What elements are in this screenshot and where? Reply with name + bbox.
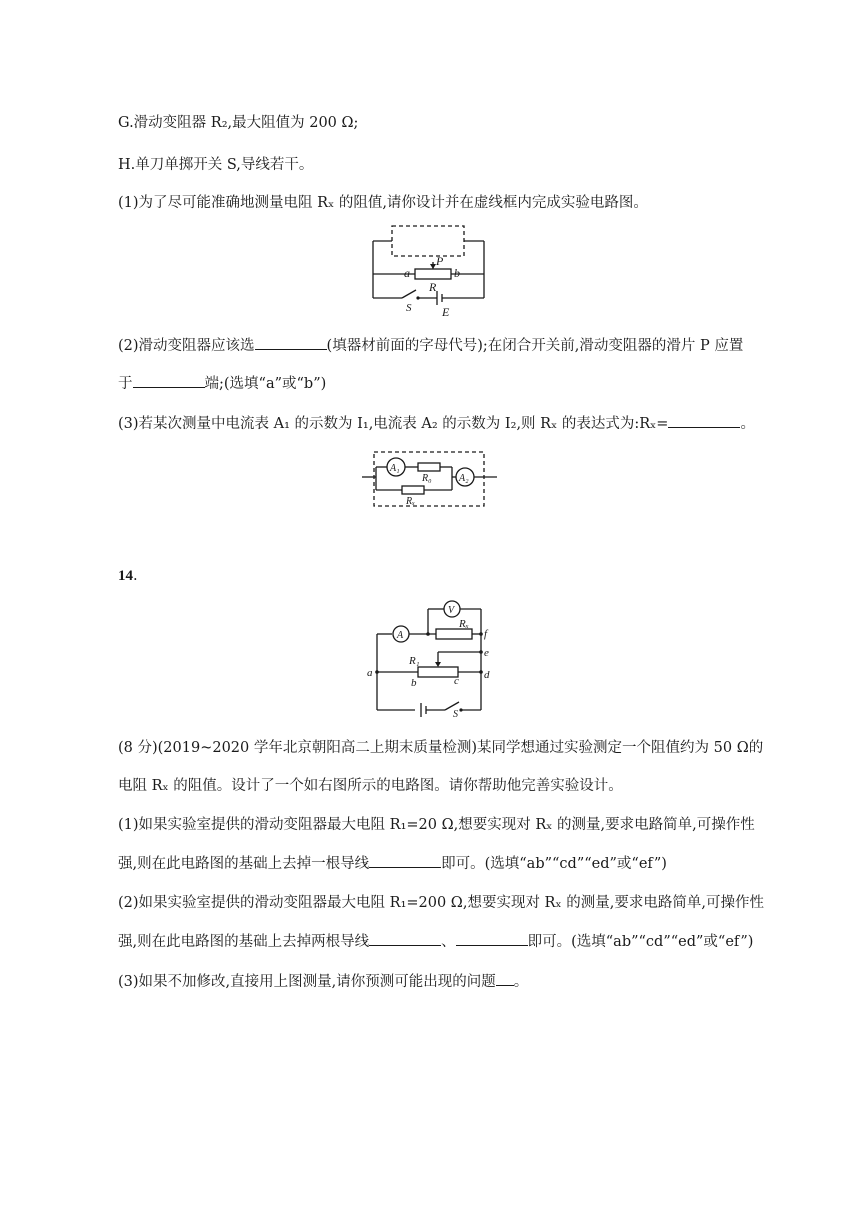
q13-circuit-figure-2 <box>362 450 497 508</box>
q14-part1-text-a: 强,则在此电路图的基础上去掉一根导线 <box>118 856 370 872</box>
fig1-label-a: a <box>404 266 410 280</box>
q14-part1-line2 <box>118 853 667 874</box>
q13-part3 <box>118 413 755 434</box>
q14-number-text: 14 <box>118 568 133 584</box>
answer-blank-slider-end[interactable] <box>133 373 205 388</box>
q14-circuit-figure <box>365 600 500 720</box>
q14-part3-text-a: (3)如果不加修改,直接用上图测量,请你预测可能出现的问题 <box>118 974 496 990</box>
q13-circuit-figure-1 <box>360 222 500 322</box>
q14-part1-line1: (1)如果实验室提供的滑动变阻器最大电阻 R₁=20 Ω,想要实现对 Rₓ 的测量,要求电路简单,可操作性 <box>118 817 755 833</box>
answer-blank-rheostat[interactable] <box>255 335 327 350</box>
q14-number: 14. <box>118 568 138 584</box>
fig3-label-r1: R₁ <box>409 655 420 667</box>
fig3-label-v: V <box>448 605 455 616</box>
q14-part2-text-b: 即可。(选填“ab”“cd”“ed”或“ef”) <box>527 934 754 950</box>
q14-part2-line1: (2)如果实验室提供的滑动变阻器最大电阻 R₁=200 Ω,想要实现对 Rₓ 的测量,要求电路简单,可操作性 <box>118 895 764 911</box>
fig2-label-rx: Rₓ <box>406 496 415 507</box>
fig3-label-b: b <box>411 677 417 689</box>
q13-part1: (1)为了尽可能准确地测量电阻 Rₓ 的阻值,请你设计并在虚线框内完成实验电路图。 <box>118 195 648 211</box>
q13-part3-text-b: 。 <box>740 416 755 432</box>
q13-part3-text-a: (3)若某次测量中电流表 A₁ 的示数为 I₁,电流表 A₂ 的示数为 I₂,则 Rₓ 的表达式为:Rₓ= <box>118 416 669 432</box>
answer-blank-wire-1[interactable] <box>369 931 441 946</box>
fig3-label-d: d <box>484 669 490 681</box>
q13-part2-text-d: 端;(选填“a”或“b”) <box>204 376 327 392</box>
q14-part2-line2 <box>118 931 753 952</box>
fig1-label-p: P <box>436 254 444 268</box>
fig2-label-r0: R₀ <box>422 473 432 484</box>
fig1-label-s: S <box>406 302 412 314</box>
q13-part2-line2 <box>118 373 326 394</box>
answer-blank-wire-2[interactable] <box>456 931 528 946</box>
fig3-label-e: e <box>484 647 489 659</box>
q14-part2-text-a: 强,则在此电路图的基础上去掉两根导线 <box>118 934 370 950</box>
answer-blank-problem[interactable] <box>496 971 514 986</box>
q13-part2-text-b: (填器材前面的字母代号);在闭合开关前,滑动变阻器的滑片 P 应置 <box>326 338 744 354</box>
fig1-label-b: b <box>454 266 460 280</box>
q14-part2-sep: 、 <box>441 934 456 950</box>
answer-blank-one-wire[interactable] <box>369 853 441 868</box>
q14-part1-text-b: 即可。(选填“ab”“cd”“ed”或“ef”) <box>441 856 667 872</box>
q14-intro-line2: 电阻 Rₓ 的阻值。设计了一个如右图所示的电路图。请你帮助他完善实验设计。 <box>118 778 623 794</box>
q14-intro-line1: (8 分)(2019~2020 学年北京朝阳高二上期末质量检测)某同学想通过实验测定一个阻值约为 50 Ω的 <box>118 740 764 756</box>
answer-blank-rx-expression[interactable] <box>668 413 740 428</box>
q13-part2-text-a: (2)滑动变阻器应该选 <box>118 338 255 354</box>
q14-part3 <box>118 971 528 992</box>
item-g: G.滑动变阻器 R₂,最大阻值为 200 Ω; <box>118 115 359 131</box>
item-h: H.单刀单掷开关 S,导线若干。 <box>118 157 314 173</box>
q13-part2-line1 <box>118 335 743 356</box>
q14-part3-text-b: 。 <box>513 974 529 990</box>
fig3-label-c: c <box>454 675 459 687</box>
fig3-label-rx: Rₓ <box>459 618 469 630</box>
fig1-label-e: E <box>442 305 450 319</box>
q13-part2-text-c: 于 <box>118 376 133 392</box>
fig3-label-a-node: a <box>367 667 373 679</box>
fig1-label-r: R <box>429 280 437 294</box>
fig3-label-a: A <box>397 630 404 641</box>
fig3-label-f: f <box>484 628 488 640</box>
fig2-label-a1: A₁ <box>390 463 400 474</box>
fig2-label-a2: A₂ <box>459 473 469 484</box>
fig3-label-s: S <box>453 709 458 720</box>
